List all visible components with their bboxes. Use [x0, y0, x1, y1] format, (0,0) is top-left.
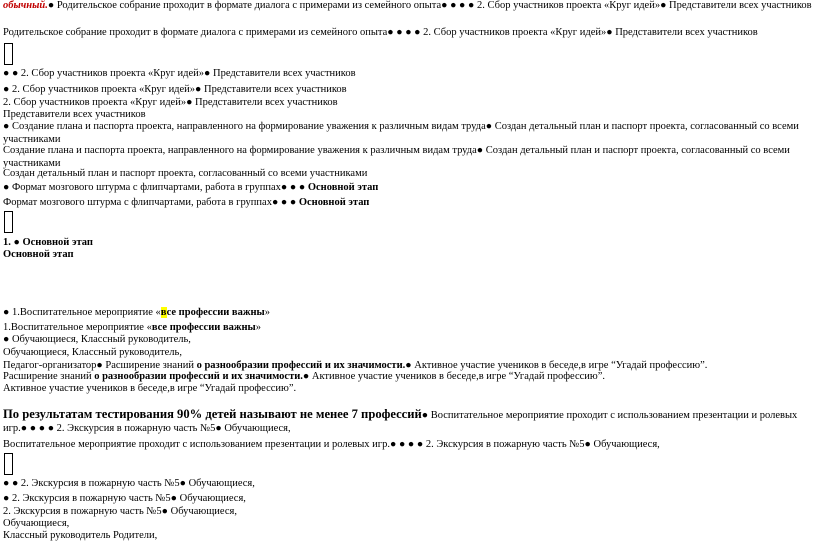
text-line — [3, 249, 812, 262]
text-line — [3, 383, 812, 396]
text-line — [3, 478, 812, 491]
text-segment: Педагог-организатор● Расширение знаний — [3, 360, 197, 371]
text-segment: ● ● 2. Экскурсия в пожарную часть №5● Обучающиеся, — [3, 478, 255, 489]
text-line — [3, 439, 812, 452]
text-cursor-box[interactable] — [4, 43, 13, 65]
text-segment: Обучающиеся, Классный руководитель, — [3, 347, 182, 358]
text-line — [3, 27, 812, 40]
text-line — [3, 0, 812, 13]
text-line — [3, 506, 812, 519]
text-line — [3, 68, 812, 81]
text-segment: Классный руководитель Родители, — [3, 530, 158, 541]
text-line — [3, 121, 812, 146]
text-segment: в — [160, 307, 167, 318]
text-segment: Обучающиеся, — [3, 518, 70, 529]
text-line — [3, 518, 812, 531]
text-cursor-box[interactable] — [4, 211, 13, 233]
text-segment: ● 1.Воспитательное мероприятие « — [3, 307, 161, 318]
text-cursor-box[interactable] — [4, 453, 13, 475]
text-segment: Создан детальный план и паспорт проекта, согласованный со всеми участниками — [3, 168, 368, 179]
text-segment: Основной этап — [307, 182, 379, 193]
text-segment: ● 2. Экскурсия в пожарную часть №5● Обучающиеся, — [3, 493, 246, 504]
text-line — [3, 84, 812, 97]
text-line — [3, 371, 812, 384]
text-line — [3, 408, 812, 435]
text-line — [3, 307, 812, 320]
text-segment: ● Формат мозгового штурма с флипчартами, работа в группах● ● ● — [3, 182, 308, 193]
text-line — [3, 145, 812, 170]
text-segment: Основной этап — [298, 197, 370, 208]
text-segment: » — [264, 307, 270, 318]
text-segment: » — [255, 322, 261, 333]
text-segment: 1.Воспитательное мероприятие « — [3, 322, 152, 333]
text-line — [3, 182, 812, 195]
text-line — [3, 109, 812, 122]
text-segment: обычный. — [3, 0, 48, 11]
text-line — [3, 347, 812, 360]
text-segment: 1. ● Основной этап — [3, 237, 93, 248]
text-line — [3, 237, 812, 250]
text-line — [3, 197, 812, 210]
text-segment: Активное участие учеников в беседе,в игре “Угадай профессию”. — [3, 383, 297, 394]
text-segment: о разнообразии профессий и их значимости. — [196, 360, 406, 371]
text-segment: Расширение знаний — [3, 371, 95, 382]
text-segment: Родительское собрание проходит в формате диалога с примерами из семейного опыта● ● ● ● 2. Сбор участников проекта «Круг идей»● Представители всех участников — [3, 27, 758, 38]
text-segment: 2. Сбор участников проекта «Круг идей»● Представители всех участников — [3, 97, 338, 108]
text-segment: ● Обучающиеся, Классный руководитель, — [3, 334, 191, 345]
text-segment: ● Активное участие учеников в беседе,в игре “Угадай профессию”. — [405, 360, 708, 371]
text-segment: ● Воспитательное мероприятие проходит с использованием презентации и ролевых игр.● ● ● ● 2. Экскурсия в пожарную часть №5● Обучающиеся, — [3, 410, 798, 434]
text-segment: Основной этап — [3, 249, 74, 260]
text-segment: Воспитательное мероприятие проходит с использованием презентации и ролевых игр.● ● ● ● 2. Экскурсия в пожарную часть №5● Обучающиеся, — [3, 439, 660, 450]
text-segment: о разнообразии профессий и их значимости. — [94, 371, 303, 382]
text-segment: се профессии важны — [166, 307, 265, 318]
text-segment: Формат мозгового штурма с флипчартами, работа в группах● ● ● — [3, 197, 299, 208]
text-segment: ● Активное участие учеников в беседе,в игре “Угадай профессию”. — [302, 371, 606, 382]
text-segment: 2. Экскурсия в пожарную часть №5● Обучающиеся, — [3, 506, 237, 517]
text-segment: ● Родительское собрание проходит в формате диалога с примерами из семейного опыта● ● ● ● 2. Сбор участников проекта «Круг идей»● Представители всех участников — [47, 0, 812, 11]
text-line — [3, 334, 812, 347]
text-line — [3, 168, 812, 181]
text-segment: ● ● 2. Сбор участников проекта «Круг идей»● Представители всех участников — [3, 68, 356, 79]
text-line — [3, 322, 812, 335]
text-segment: Создание плана и паспорта проекта, направленного на формирование уважения к различным видам труда● Создан детальный план и паспорт проекта, согласованный со всеми участниками — [3, 145, 790, 169]
text-segment: По результатам тестирования 90% детей называют не менее 7 профессий — [3, 407, 422, 421]
text-segment: Представители всех участников — [3, 109, 146, 120]
text-segment: ● Создание плана и паспорта проекта, направленного на формирование уважения к различным видам труда● Создан детальный план и паспорт проекта, согласованный со всеми участниками — [3, 121, 799, 145]
text-segment: все профессии важны — [151, 322, 256, 333]
text-line — [3, 97, 812, 110]
text-segment: ● 2. Сбор участников проекта «Круг идей»● Представители всех участников — [3, 84, 347, 95]
text-line — [3, 493, 812, 506]
